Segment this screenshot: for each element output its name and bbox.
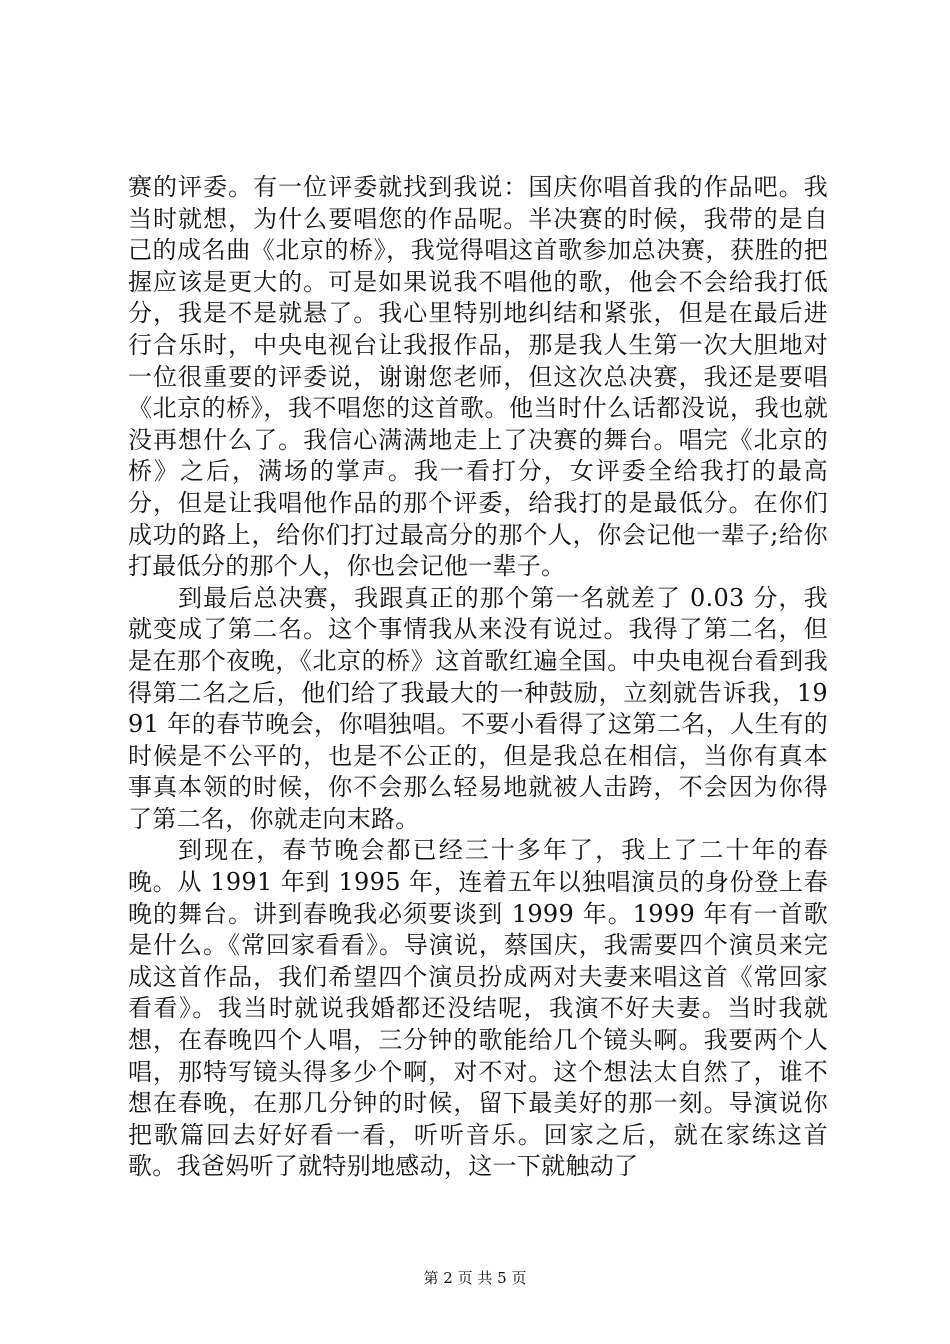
document-body	[128, 172, 828, 1183]
paragraph-1: 赛的评委。有一位评委就找到我说：国庆你唱首我的作品吧。我当时就想，为什么要唱您的作品呢。半决赛的时候，我带的是自己的成名曲《北京的桥》，我觉得唱这首歌参加总决赛，获胜的把握应该是更大的。可是如果说我不唱他的歌，他会不会给我打低分，我是不是就悬了。我心里特别地纠结和紧张，但是在最后进行合乐时，中央电视台让我报作品，那是我人生第一次大胆地对一位很重要的评委说，谢谢您老师，但这次总决赛，我还是要唱《北京的桥》，我不唱您的这首歌。他当时什么话都没说，我也就没再想什么了。我信心满满地走上了决赛的舞台。唱完《北京的桥》之后，满场的掌声。我一看打分，女评委全给我打的最高分，但是让我唱他作品的那个评委，给我打的是最低分。在你们成功的路上，给你们打过最高分的那个人，你会记他一辈子;给你打最低分的那个人，你也会记他一辈子。	[128, 173, 828, 581]
page-footer: 第 2 页 共 5 页	[423, 1269, 527, 1287]
paragraph-2: 到最后总决赛，我跟真正的那个第一名就差了 0.03 分，我就变成了第二名。这个事情我从来没有说过。我得了第二名，但是在那个夜晚，《北京的桥》这首歌红遍全国。中央电视台看到我得第二名之后，他们给了我最大的一种鼓励，立刻就告诉我，1991 年的春节晚会，你唱独唱。不要小看得了这第二名，人生有的时候是不公平的，也是不公正的，但是我总在相信，当你有真本事真本领的时候，你不会那么轻易地就被人击跨，不会因为你得了第二名，你就走向末路。	[128, 583, 828, 833]
paragraph-3: 到现在，春节晚会都已经三十多年了，我上了二十年的春晚。从 1991 年到 1995 年，连着五年以独唱演员的身份登上春晚的舞台。讲到春晚我必须要谈到 1999 年。1999 年有一首歌是什么。《常回家看看》。导演说，蔡国庆，我需要四个演员来完成这首作品，我们希望四个演员扮成两对夫妻来唱这首《常回家看看》。我当时就说我婚都还没结呢，我演不好夫妻。当时我就想，在春晚四个人唱，三分钟的歌能给几个镜头啊。我要两个人唱，那特写镜头得多少个啊，对不对。这个想法太自然了，谁不想在春晚，在那几分钟的时候，留下最美好的那一刻。导演说你把歌篇回去好好看一看，听听音乐。回家之后，就在家练这首歌。我爸妈听了就特别地感动，这一下就触动了	[128, 836, 828, 1181]
